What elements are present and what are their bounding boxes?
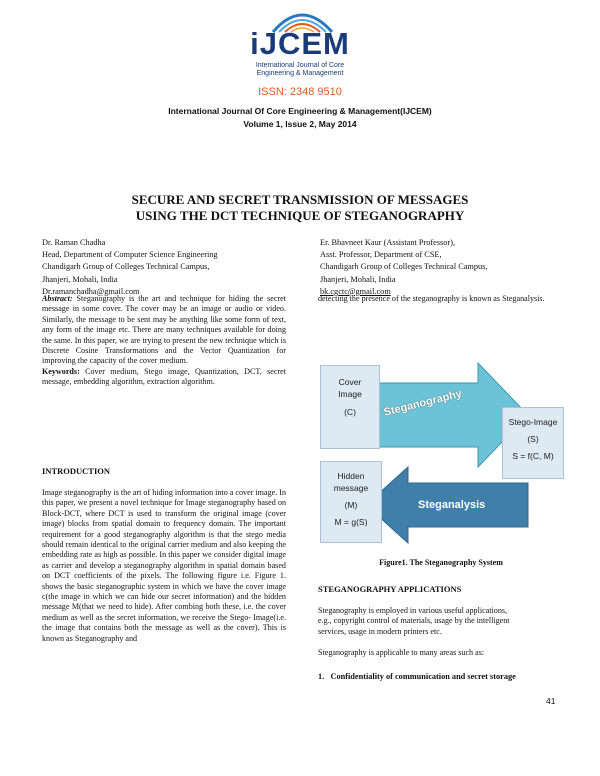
introduction-heading: INTRODUCTION (42, 466, 111, 476)
steganography-figure (318, 355, 564, 545)
journal-logo: iJCEM (250, 26, 350, 61)
author-place: Jhanjeri, Mohali, India (320, 274, 396, 284)
author-org: Chandigarh Group of Colleges Technical Campus, (42, 262, 210, 272)
author-left (42, 237, 218, 298)
issn: ISSN: 2348 9510 (258, 86, 342, 98)
page-number: 41 (546, 696, 556, 706)
steganography-arrow-label: Steganography (382, 387, 464, 419)
author-role: Head, Department of Computer Science Engineering (42, 250, 218, 260)
hidden-message-box: Hidden message (M) M = g(S) (320, 461, 382, 543)
author-org: Chandigarh Group of Colleges Technical Campus, (320, 262, 488, 272)
cover-image-box: Cover Image (C) (320, 365, 380, 449)
introduction-body: Image steganography is the art of hiding information into a cover image. In this paper, we present a novel technique for Image steganography based on Block-DCT, where DCT is used to transform the original image (cover image) blocks from spatial domain to frequency domain. The important requirement for a good steganography algorithm is that the stego media should remain identical to the original carrier medium and also keeping the embedding rate as high as possible. In this paper we consider digital image as carrier and develop a steganography algorithm in spatial domain based on DCT coefficients of the pixels. The following figure i.e. Figure 1. shows the basic steganographic system in which we have the cover image c(the image in which we can hide our secret information) and the hidden message M(that we need to hide). After combing both these, i.e. the cover medium as well as the secret information, we receive the Stego- Image(i.e. the image that contains both the message as well as the cover). This is known as Steganography and (42, 488, 287, 643)
author-email[interactable]: bk.cgctc@gmail.com (320, 286, 391, 296)
paper-title: SECURE AND SECRET TRANSMISSION OF MESSAGES USING THE DCT TECHNIQUE OF STEGANOGRAPHY (131, 192, 469, 223)
list-item: 1. Confidentiality of communication and secret storage (318, 672, 516, 681)
logo-subtitle-2: Engineering & Management (256, 70, 344, 77)
keywords-label: Keywords: (42, 366, 80, 376)
journal-info (0, 105, 600, 131)
applications-heading: STEGANOGRAPHY APPLICATIONS (318, 584, 462, 594)
journal-name: International Journal Of Core Engineering & Management(IJCEM) (168, 106, 432, 116)
abstract: Abstract: Steganography is the art and technique for hiding the secret message in some cover. The cover may be an image or audio or video. Similarly, the message to be sent may be anything like some form of text, any form of the image etc. There are many techniques available for doing the same. In this paper, we are trying to present the new technique which is Discrete Cosine Transformations and the Vector Quantization for improving the capacity of the cover medium. Keywords: Cover medium, Stego image, Quantization, DCT, secret message, embedding algorithm, extraction algorithm. (42, 294, 287, 387)
author-place: Jhanjeri, Mohali, India (42, 274, 118, 284)
logo-subtitle-1: International Journal of Core (255, 62, 345, 69)
figure-caption: Figure1. The Steganography System (379, 558, 503, 567)
steganalysis-arrow-label: Steganalysis (418, 499, 486, 511)
steganalysis-continuation: detecting the presence of the steganography is known as Steganalysis. (318, 294, 545, 303)
abstract-label: Abstract: (42, 294, 73, 303)
stego-image-box: Stego-Image (S) S = f(C, M) (502, 407, 564, 479)
author-right (320, 237, 487, 298)
journal-volume: Volume 1, Issue 2, May 2014 (243, 119, 357, 129)
author-email[interactable]: Dr.ramanchadha@gmail.com (42, 286, 140, 296)
applications-body: Steganography is employed in various useful applications, e.g., copyright control of materials, usage by the intelligent services, usage in modern printers etc. (318, 606, 510, 636)
author-role: Asst. Professor, Department of CSE, (320, 250, 442, 260)
author-name: Er. Bhavneet Kaur (Assistant Professor), (320, 238, 456, 247)
author-name: Dr. Raman Chadha (42, 238, 106, 247)
applications-areas: Steganography is applicable to many areas such as: (318, 648, 485, 657)
